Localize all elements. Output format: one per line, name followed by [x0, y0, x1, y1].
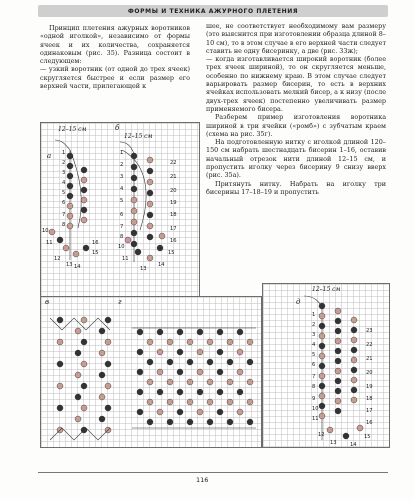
dimension-label-b: 12–15 см [124, 133, 153, 140]
bead-number: 10 [312, 406, 319, 412]
dark-bead [351, 327, 357, 333]
dark-bead [81, 383, 87, 389]
light-bead [75, 372, 81, 378]
light-bead [81, 361, 87, 367]
light-bead [105, 339, 111, 345]
dark-bead [131, 241, 137, 247]
dark-bead [335, 408, 341, 414]
light-bead [319, 413, 325, 419]
light-bead [131, 219, 137, 225]
dark-bead [67, 163, 73, 169]
light-bead [207, 339, 213, 345]
dark-bead [147, 168, 153, 174]
paragraph: Принцип плетения ажурных воротников «одной иголкой», независимо от формы ячеек и их количества, сохраняется одинаковым (рис. 35). Разница состоит в следующем: [40, 24, 190, 66]
footer-rule [38, 472, 388, 473]
bead-number: 16 [92, 240, 99, 246]
dark-bead [207, 359, 213, 365]
dark-bead [335, 318, 341, 324]
light-bead [157, 369, 163, 375]
dark-bead [177, 329, 183, 335]
bead-number: 18 [366, 396, 373, 402]
bead-number: 14 [74, 264, 81, 270]
dimension-label-d: 12–15 см [312, 286, 341, 293]
dark-bead [137, 329, 143, 335]
paragraph: Притянуть нитку. Набрать на иголку три бисерины 17–18–19 и пропустить [206, 179, 386, 196]
dark-bead [57, 405, 63, 411]
figure-label-d: д [296, 298, 301, 306]
light-bead [319, 393, 325, 399]
bead-number: 1 [120, 150, 124, 156]
dark-bead [131, 175, 137, 181]
dark-bead [75, 350, 81, 356]
bead-number: 13 [66, 262, 73, 268]
dark-bead [131, 164, 137, 170]
light-bead [351, 337, 357, 343]
bead-number: 20 [366, 370, 373, 376]
dark-bead [335, 378, 341, 384]
light-bead [131, 208, 137, 214]
bead-number: 8 [120, 234, 124, 240]
light-bead [147, 179, 153, 185]
dark-bead [137, 389, 143, 395]
dark-bead [343, 433, 349, 439]
light-bead [167, 339, 173, 345]
dark-bead [197, 329, 203, 335]
light-bead [147, 339, 153, 345]
light-bead [157, 349, 163, 355]
bead-number: 21 [366, 356, 373, 362]
light-bead [207, 399, 213, 405]
dark-bead [237, 329, 243, 335]
dark-bead [247, 359, 253, 365]
light-bead [125, 237, 131, 243]
dark-bead [137, 349, 143, 355]
dark-bead [217, 349, 223, 355]
dark-bead [247, 419, 253, 425]
figure-label-v: в [45, 298, 50, 306]
bead-number: 15 [364, 434, 371, 440]
light-bead [335, 308, 341, 314]
dark-bead [157, 329, 163, 335]
bead-number: 14 [158, 262, 165, 268]
light-bead [207, 379, 213, 385]
light-bead [147, 399, 153, 405]
dark-bead [167, 359, 173, 365]
light-bead [351, 397, 357, 403]
dark-bead [335, 358, 341, 364]
light-bead [351, 357, 357, 363]
dark-bead [137, 369, 143, 375]
light-bead [147, 223, 153, 229]
bead-number: 8 [62, 222, 66, 228]
light-bead [187, 399, 193, 405]
dark-bead [197, 389, 203, 395]
light-bead [99, 394, 105, 400]
dark-bead [81, 207, 87, 213]
bead-number: 7 [120, 224, 124, 230]
light-bead [159, 233, 165, 239]
bead-number: 4 [62, 180, 66, 186]
dark-bead [67, 153, 73, 159]
dark-bead [99, 416, 105, 422]
light-bead [73, 251, 79, 257]
bead-number: 12 [54, 256, 61, 262]
bead-number: 6 [312, 362, 316, 368]
bead-number: 2 [312, 322, 316, 328]
light-bead [335, 368, 341, 374]
dark-bead [131, 230, 137, 236]
bead-number: 22 [366, 342, 373, 348]
light-bead [197, 369, 203, 375]
light-bead [319, 373, 325, 379]
dark-bead [147, 359, 153, 365]
dark-bead [335, 328, 341, 334]
light-bead [227, 399, 233, 405]
bead-number: 1 [62, 150, 66, 156]
bead-number: 11 [46, 240, 53, 246]
light-bead [81, 217, 87, 223]
bead-number: 22 [170, 160, 177, 166]
light-bead [319, 313, 325, 319]
dark-bead [67, 173, 73, 179]
light-bead [57, 383, 63, 389]
light-bead [167, 379, 173, 385]
dark-bead [131, 153, 137, 159]
light-bead [147, 157, 153, 163]
dark-bead [75, 394, 81, 400]
dark-bead [335, 388, 341, 394]
light-bead [327, 427, 333, 433]
dimension-label-a: 12–15 см [58, 126, 87, 133]
dark-bead [217, 389, 223, 395]
dark-bead [207, 419, 213, 425]
bead-number: 10 [118, 244, 125, 250]
bead-number: 16 [366, 420, 373, 426]
dark-bead [157, 389, 163, 395]
bead-number: 23 [366, 328, 373, 334]
dark-bead [227, 419, 233, 425]
bead-number: 2 [62, 160, 66, 166]
dark-bead [57, 361, 63, 367]
dark-bead [57, 237, 63, 243]
light-bead [147, 201, 153, 207]
bead-number: 21 [170, 174, 177, 180]
light-bead [147, 379, 153, 385]
dark-bead [351, 387, 357, 393]
dark-bead [81, 339, 87, 345]
dark-bead [319, 403, 325, 409]
dark-bead [227, 359, 233, 365]
light-bead [227, 379, 233, 385]
light-bead [319, 333, 325, 339]
dark-bead [177, 369, 183, 375]
dark-bead [99, 372, 105, 378]
bead-number: 19 [366, 384, 373, 390]
dark-bead [135, 249, 141, 255]
light-bead [131, 197, 137, 203]
light-bead [187, 339, 193, 345]
page-number: 116 [196, 476, 209, 484]
dark-bead [147, 190, 153, 196]
bead-number: 7 [312, 374, 316, 380]
light-bead [187, 379, 193, 385]
bead-number: 15 [168, 250, 175, 256]
light-bead [147, 255, 153, 261]
bead-number: 15 [92, 250, 99, 256]
figure-label-a: а [47, 152, 52, 160]
bead-number: 1 [312, 312, 316, 318]
light-bead [75, 328, 81, 334]
dark-bead [167, 419, 173, 425]
figure-label-b: б [115, 124, 120, 132]
dark-bead [319, 383, 325, 389]
dark-bead [335, 348, 341, 354]
bead-number: 16 [170, 238, 177, 244]
bead-number: 13 [330, 440, 337, 446]
paragraph: На подготовленную нитку с иголкой длиной 120–150 см набрать шестнадцать бисерин 1–16, оставив начальный отрезок нити длиной 12–15 см, и пропустить иголку через бисерину 9 снизу вверх (рис. 35а). [206, 138, 386, 180]
light-bead [237, 409, 243, 415]
dark-bead [81, 167, 87, 173]
bead-number: 6 [62, 200, 66, 206]
light-bead [75, 416, 81, 422]
dark-bead [177, 409, 183, 415]
bead-number: 8 [312, 384, 316, 390]
bead-number: 6 [120, 212, 124, 218]
light-bead [167, 399, 173, 405]
bead-number: 11 [312, 416, 319, 422]
dark-bead [177, 349, 183, 355]
bead-number: 5 [312, 352, 316, 358]
light-bead [237, 349, 243, 355]
dark-bead [319, 363, 325, 369]
light-bead [197, 409, 203, 415]
dark-bead [187, 419, 193, 425]
dark-bead [187, 359, 193, 365]
light-bead [81, 177, 87, 183]
dark-bead [177, 389, 183, 395]
light-bead [67, 213, 73, 219]
light-bead [197, 349, 203, 355]
bead-number: 13 [140, 266, 147, 272]
light-bead [49, 229, 55, 235]
light-bead [335, 338, 341, 344]
paragraph: — узкий воротник (от одной до трех ячеек) скругляется быстрее и если размер его верхней части, прилегающей к [40, 65, 190, 91]
dark-bead [319, 343, 325, 349]
bead-number: 11 [122, 256, 129, 262]
paragraph: Разберем пример изготовления воротника шириной в три ячейки («ромб») с зубчатым краем (схема на рис. 35г). [206, 113, 386, 138]
bead-number: 5 [62, 190, 66, 196]
dark-bead [99, 328, 105, 334]
dark-bead [83, 245, 89, 251]
bead-number: 2 [120, 162, 124, 168]
dark-bead [67, 183, 73, 189]
light-bead [247, 379, 253, 385]
light-bead [157, 409, 163, 415]
bead-number: 19 [170, 200, 177, 206]
light-bead [357, 425, 363, 431]
dark-bead [57, 317, 63, 323]
dark-bead [67, 193, 73, 199]
bead-number: 9 [312, 396, 316, 402]
dark-bead [217, 329, 223, 335]
paragraph: — когда изготавливается широкий воротник (более трех ячеек шириной), то он скругляется меньше, особенно по нижнему краю. В этом случае следует варьировать размер бисерин, то есть в верхних ячейках использовать мелкий бисер, а к низу (после двух-трех ячеек) постепенно увеличивать размер применяемого бисера. [206, 55, 386, 113]
light-bead [247, 339, 253, 345]
bead-number: 7 [62, 212, 66, 218]
bead-number: 3 [120, 174, 124, 180]
dark-bead [105, 405, 111, 411]
bead-number: 5 [120, 198, 124, 204]
dark-bead [319, 323, 325, 329]
dark-bead [147, 419, 153, 425]
bead-number: 3 [312, 332, 316, 338]
light-bead [63, 245, 69, 251]
dark-bead [105, 361, 111, 367]
light-bead [319, 353, 325, 359]
light-bead [237, 369, 243, 375]
light-bead [57, 339, 63, 345]
dark-bead [237, 389, 243, 395]
dark-bead [137, 409, 143, 415]
light-bead [81, 317, 87, 323]
light-bead [81, 405, 87, 411]
bead-number: 4 [120, 186, 124, 192]
figure-label-g: г [118, 298, 122, 306]
bead-number: 18 [170, 212, 177, 218]
dark-bead [81, 187, 87, 193]
light-bead [81, 197, 87, 203]
bead-number: 12 [318, 432, 325, 438]
dark-bead [217, 369, 223, 375]
bead-number: 10 [42, 228, 49, 234]
light-bead [247, 399, 253, 405]
dark-bead [147, 234, 153, 240]
dark-bead [105, 317, 111, 323]
dark-bead [147, 212, 153, 218]
bead-number: 20 [170, 188, 177, 194]
light-bead [227, 339, 233, 345]
bead-number: 3 [62, 170, 66, 176]
bead-number: 14 [350, 442, 357, 448]
light-bead [67, 203, 73, 209]
dark-bead [217, 409, 223, 415]
dark-bead [131, 186, 137, 192]
light-bead [351, 317, 357, 323]
bead-number: 4 [312, 342, 316, 348]
paragraph: шее, не соответствует необходимому вам размеру (это выяснится при изготовлении образца длиной 8–10 см), то в этом случае в его верхней части следует ставить не одну бисеринку, а две (рис. 33ж); [206, 22, 386, 55]
light-bead [67, 223, 73, 229]
light-bead [99, 350, 105, 356]
dark-bead [319, 303, 325, 309]
dark-bead [157, 245, 163, 251]
running-header-title: ФОРМЫ И ТЕХНИКА АЖУРНОГО ПЛЕТЕНИЯ [127, 7, 299, 15]
light-bead [351, 377, 357, 383]
bead-number: 17 [170, 226, 177, 232]
light-bead [335, 398, 341, 404]
light-bead [105, 383, 111, 389]
dark-bead [351, 347, 357, 353]
bead-number: 17 [366, 408, 373, 414]
dark-bead [351, 367, 357, 373]
